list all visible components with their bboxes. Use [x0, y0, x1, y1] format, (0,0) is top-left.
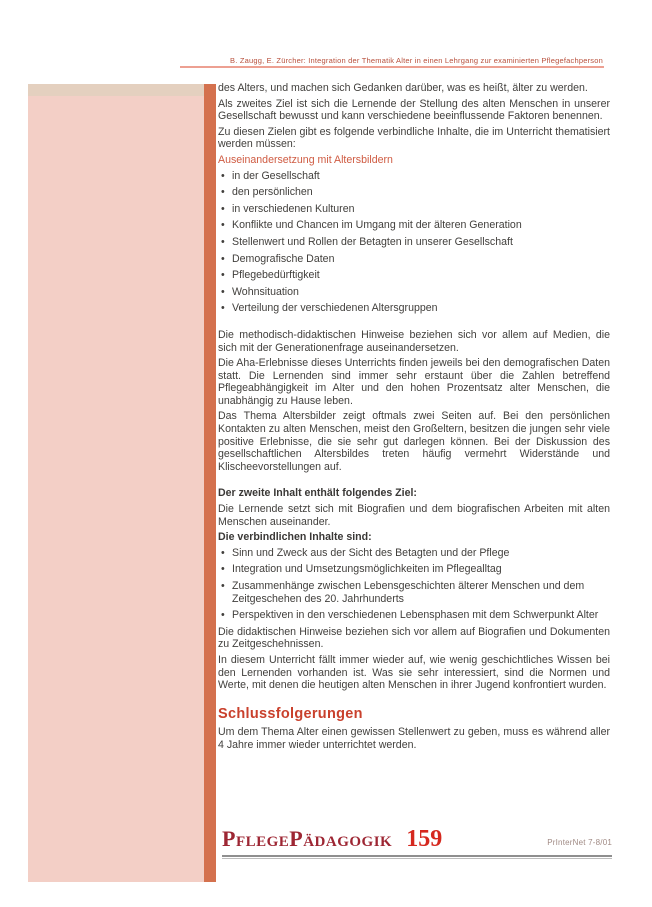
paragraph-conclusion: Um dem Thema Alter einen gewissen Stellenwert zu geben, muss es während aller 4 Jahre immer wieder unterrichtet werden. [218, 726, 610, 751]
issue-label: PrInterNet 7-8/01 [547, 838, 612, 847]
lead-verbindliche-inhalte: Die verbindlichen Inhalte sind: [218, 531, 372, 544]
sidebar-salmon-strip [204, 84, 216, 882]
header-rule [180, 66, 604, 68]
list-item: • Zusammenhänge zwischen Lebensgeschichten älterer Menschen und dem Zeitgeschehen des 20. Jahrhunderts [232, 580, 610, 605]
paragraph-thema-altersbilder: Das Thema Altersbilder zeigt oftmals zwei Seiten auf. Bei den persönlichen Kontakten zu alten Menschen, meist den Großeltern, besitzen die jungen sehr viele positive Erlebnisse, die sie sehr gut darlegen können. Bei der Diskussion des gesellschaftlichen Altersbildes treten häufig vermehrt Widerstände und Klischeevorstellungen auf. [218, 410, 610, 473]
lead-zweiter-inhalt: Der zweite Inhalt enthält folgendes Ziel: [218, 487, 417, 500]
article-body [218, 82, 610, 822]
paragraph-unterricht: In diesem Unterricht fällt immer wieder auf, wie wenig geschichtliches Wissen bei den Lernenden vorhanden ist. Was sie sehr interessiert, sind die Normen und Werte, mit denen die heutigen alten Menschen in ihrer Jugend konfrontiert wurden. [218, 653, 610, 692]
paragraph-didaktisch: Die didaktischen Hinweise beziehen sich vor allem auf Biografien und Dokumenten zu Zeitgeschehnissen. [218, 625, 610, 651]
list-item: • Wohnsituation [232, 286, 610, 299]
paragraph-goals-intro: Zu diesen Zielen gibt es folgende verbindliche Inhalte, die im Unterricht thematisiert werden müssen: [218, 125, 610, 151]
sidebar-top-band [28, 84, 204, 96]
sidebar-pink-block [28, 84, 204, 882]
list-item: • Perspektiven in den verschiedenen Lebensphasen mit dem Schwerpunkt Alter [232, 609, 610, 622]
page-footer [222, 826, 612, 866]
list-item: • Integration und Umsetzungsmöglichkeiten im Pflegealltag [232, 563, 610, 576]
footer-rule [222, 855, 612, 859]
paragraph-aha: Die Aha-Erlebnisse dieses Unterrichts finden jeweils bei den demografischen Daten statt. Die Lernenden sind immer sehr erstaunt über die Zahlen betreffend Pflegeabhängigkeit im Alter und den hohen Prozentsatz alter Menschen, die unabhängig zu Hause leben. [218, 357, 610, 407]
list-item: • in der Gesellschaft [232, 170, 610, 183]
paragraph-lernende: Die Lernende setzt sich mit Biografien und dem biografischen Arbeiten mit alten Menschen auseinander. [218, 503, 610, 528]
paragraph-second-goal: Als zweites Ziel ist sich die Lernende der Stellung des alten Menschen in unserer Gesellschaft bewusst und kann verschiedene beeinflussende Faktoren benennen. [218, 97, 610, 123]
list-item: • Sinn und Zweck aus der Sicht des Betagten und der Pflege [232, 547, 610, 560]
list-item: • in verschiedenen Kulturen [232, 203, 610, 216]
list-item: • Konflikte und Chancen im Umgang mit der älteren Generation [232, 219, 610, 232]
bullet-list-inhalte [218, 547, 610, 622]
journal-name: PflegePädagogik [222, 826, 393, 851]
heading-schlussfolgerungen: Schlussfolgerungen [218, 705, 363, 722]
list-item: • Demografische Daten [232, 253, 610, 266]
list-item: • den persönlichen [232, 186, 610, 199]
list-item: • Stellenwert und Rollen der Betagten in unserer Gesellschaft [232, 236, 610, 249]
page-number: 159 [406, 826, 443, 852]
list-item: • Verteilung der verschiedenen Altersgruppen [232, 302, 610, 315]
bullet-list-altersbilder [218, 170, 610, 315]
lead-altersbilder: Auseinandersetzung mit Altersbildern [218, 153, 393, 166]
paragraph-methodisch: Die methodisch-didaktischen Hinweise beziehen sich vor allem auf Medien, die sich mit der Generationenfrage auseinandersetzen. [218, 328, 610, 354]
running-head-title: B. Zaugg, E. Zürcher: Integration der Thematik Alter in einen Lehrgang zur examinierten Pflegefachperson [230, 56, 603, 65]
list-item: • Pflegebedürftigkeit [232, 269, 610, 282]
paragraph-intro: des Alters, und machen sich Gedanken darüber, was es heißt, älter zu werden. [218, 82, 588, 94]
